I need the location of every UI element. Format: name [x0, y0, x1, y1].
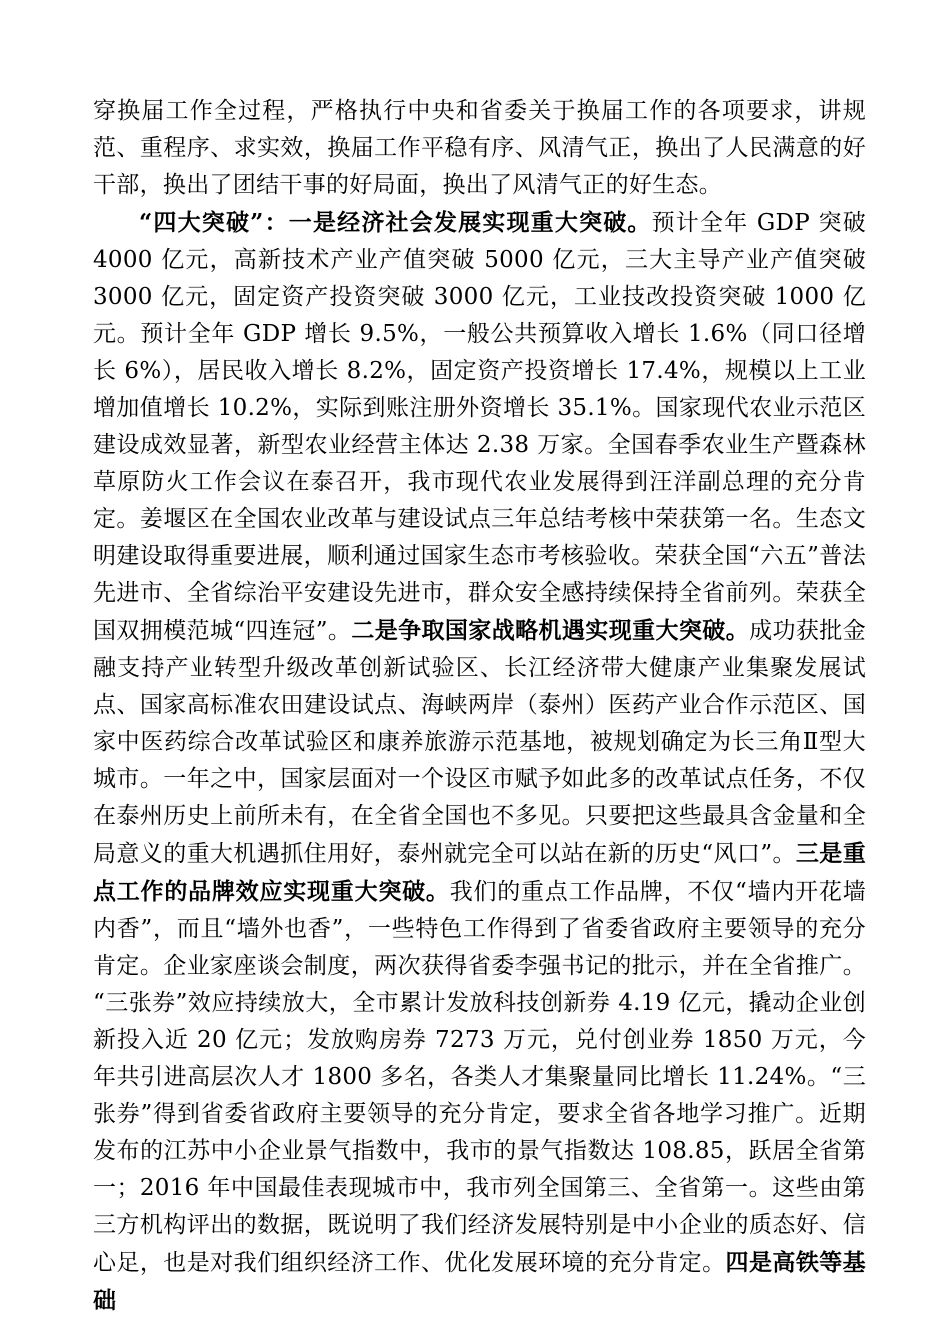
para-election-work-continuation — [93, 93, 866, 204]
text-run: 我们的重点工作品牌，不仅“墙内开花墙内香”，而且“墙外也香”，一些特色工作得到了省委省政府主要领导的充分肯定。企业家座谈会制度，两次获得省委李强书记的批示，并在全省推广。“三张券”效应持续放大，全市累计发放科技创新券 4.19 亿元，撬动企业创新投入近 20 亿元；发放购房券 7273 万元，兑付创业券 1850 万元，今年共引进高层次人才 1800 多名，各类人才集聚量同比增长 11.24%。“三张券”得到省委省政府主要领导的充分肯定，要求全省各地学习推广。近期发布的江苏中小企业景气指数中，我市的景气指数达 108.85，跃居全省第一；2016 年中国最佳表现城市中，我市列全国第三、全省第一。这些由第三方机构评出的数据，既说明了我们经济发展特别是中小企业的质态好、信心足，也是对我们组织经济工作、优化发展环境的充分肯定。 — [93, 879, 866, 1276]
text-run-bold: “四大突破”：一是经济社会发展实现重大突破。 — [139, 209, 652, 236]
text-run: 成功获批金融支持产业转型升级改革创新试验区、长江经济带大健康产业集聚发展试点、国家高标准农田建设试点、海峡两岸（泰州）医药产业合作示范区、国家中医药综合改革试验区和康养旅游示范基地，被规划确定为长三角Ⅱ型大城市。一年之中，国家层面对一个设区市赋予如此多的改革试点任务，不仅在泰州历史上前所未有，在全省全国也不多见。只要把这些最具含金量和全局意义的重大机遇抓住用好，泰州就完全可以站在新的历史“风口”。 — [93, 618, 867, 867]
text-run: 穿换届工作全过程，严格执行中央和省委关于换届工作的各项要求，讲规范、重程序、求实效，换届工作平稳有序、风清气正，换出了人民满意的好干部，换出了团结干事的好局面，换出了风清气正的好生态。 — [93, 98, 866, 198]
para-four-major-breakthroughs — [93, 204, 866, 1320]
document-body — [93, 93, 866, 1320]
text-run: 预计全年 GDP 突破 4000 亿元，高新技术产业产值突破 5000 亿元，三大主导产业产值突破 3000 亿元，固定资产投资突破 3000 亿元，工业技改投资突破 1000 亿元。预计全年 GDP 增长 9.5%，一般公共预算收入增长 1.6%（同口径增长 6%），居民收入增长 8.2%，固定资产投资增长 17.4%，规模以上工业增加值增长 10.2%，实际到账注册外资增长 35.1%。国家现代农业示范区建设成效显著，新型农业经营主体达 2.38 万家。全国春季农业生产暨森林草原防火工作会议在泰召开，我市现代农业发展得到汪洋副总理的充分肯定。姜堰区在全国农业改革与建设试点三年总结考核中荣获第一名。生态文明建设取得重要进展，顺利通过国家生态市考核验收。荣获全国“六五”普法先进市、全省综治平安建设先进市，群众安全感持续保持全省前列。荣获全国双拥模范城“四连冠”。 — [93, 210, 866, 644]
text-run-bold: 二是争取国家战略机遇实现重大突破。 — [351, 617, 750, 644]
text-run-bold: 三是重点工作的品牌效应实现重大突破。 — [93, 840, 866, 905]
text-run-bold: 四是高铁等基础 — [93, 1249, 866, 1314]
